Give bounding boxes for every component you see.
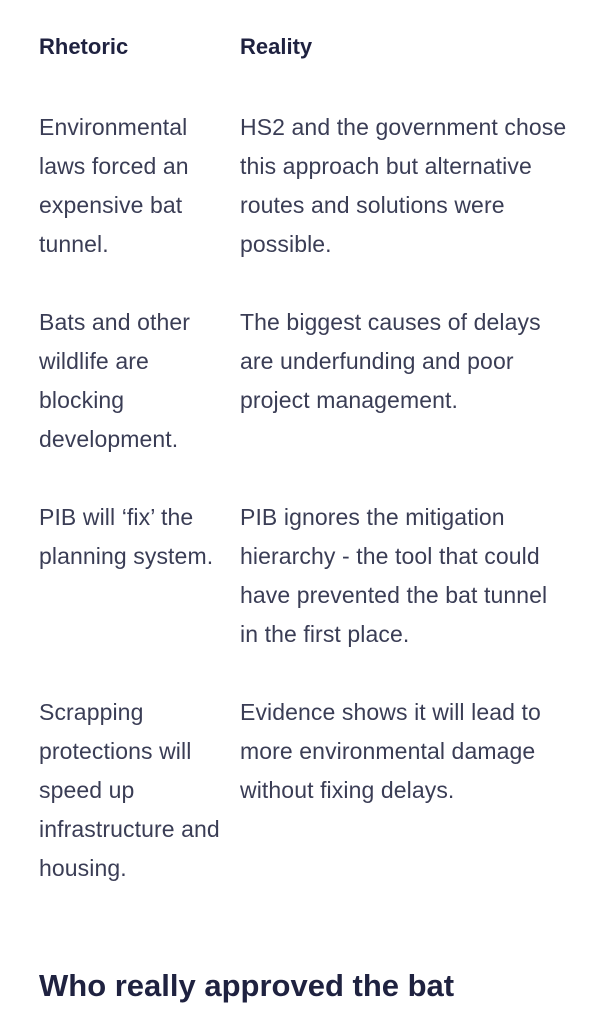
table-row <box>39 498 579 654</box>
rhetoric-cell: PIB will ‘fix’ the planning system. <box>39 504 214 569</box>
rhetoric-cell: Environmental laws forced an expensive bat tunnel. <box>39 114 189 257</box>
reality-cell: PIB ignores the mitigation hierarchy - the tool that could have prevented the bat tunnel in the first place. <box>240 504 548 647</box>
reality-cell: HS2 and the government chose this approach but alternative routes and solutions were possible. <box>240 114 567 257</box>
rhetoric-cell: Scrapping protections will speed up infrastructure and housing. <box>39 699 220 881</box>
table-row <box>39 108 579 264</box>
reality-cell: The biggest causes of delays are underfunding and poor project management. <box>240 309 541 413</box>
table-header-row <box>39 30 579 108</box>
reality-column-header: Reality <box>240 34 313 59</box>
reality-cell: Evidence shows it will lead to more environmental damage without fixing delays. <box>240 699 541 803</box>
table-row <box>39 303 579 459</box>
table-row <box>39 693 579 888</box>
rhetoric-column-header: Rhetoric <box>39 34 129 59</box>
rhetoric-cell: Bats and other wildlife are blocking development. <box>39 309 191 452</box>
section-heading: Who really approved the bat <box>39 968 455 1003</box>
rhetoric-reality-table <box>39 30 579 927</box>
